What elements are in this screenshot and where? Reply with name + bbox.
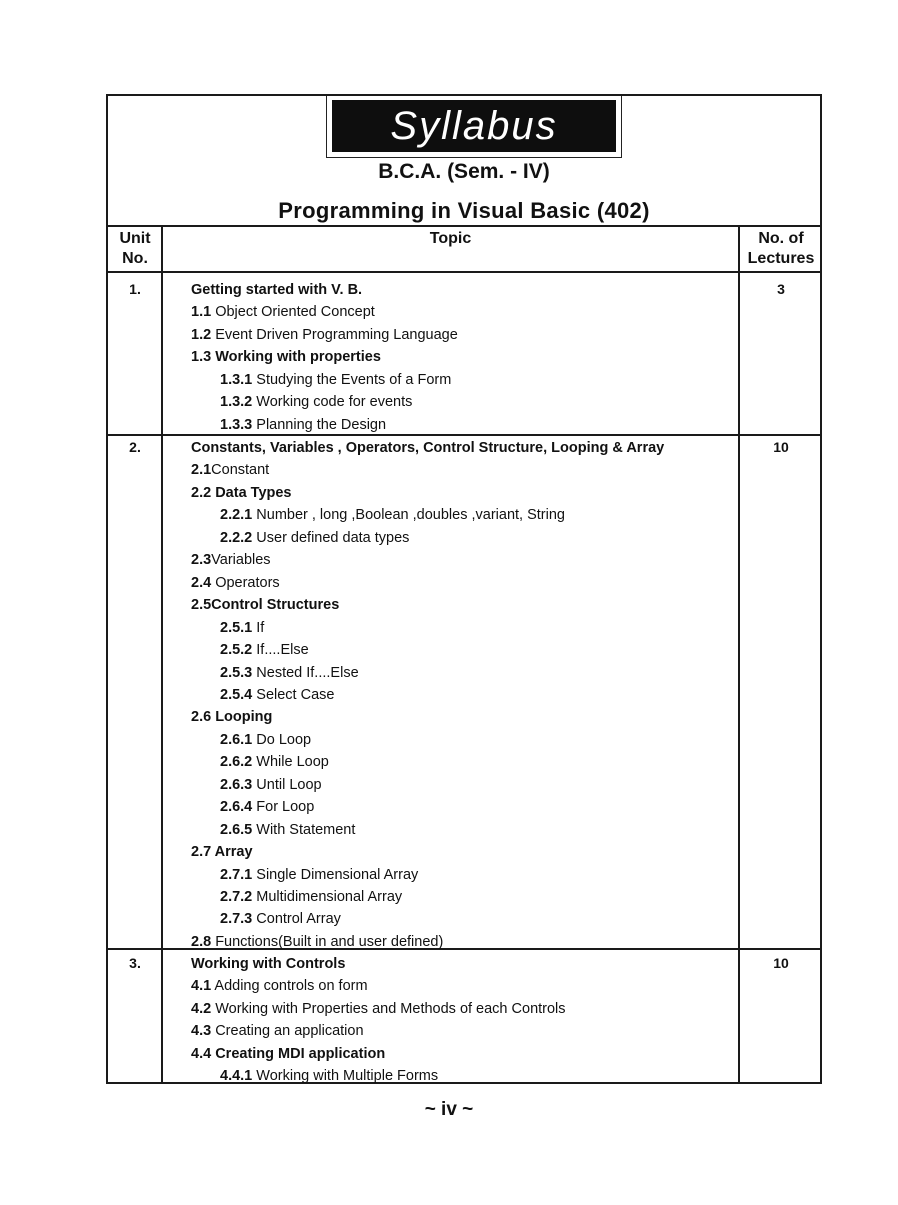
topic-text: If....Else <box>252 642 309 659</box>
topic-item <box>191 977 368 995</box>
topic-text: Working with Properties and Methods of each Controls <box>211 1000 566 1017</box>
unit-number: 1. <box>129 281 141 297</box>
title-banner <box>326 96 622 158</box>
header-bottom-rule <box>108 271 820 273</box>
topic-number: 1.3.3 <box>220 416 253 433</box>
topic-item <box>220 798 314 816</box>
topic-item <box>220 529 409 547</box>
column-header-topic: Topic <box>429 230 472 247</box>
topic-text: Working with Multiple Forms <box>252 1068 439 1085</box>
page-title: Syllabus <box>332 100 616 152</box>
topic-number: 1.2 <box>191 326 212 343</box>
column-header-lectures <box>740 229 822 269</box>
topic-number: 2.7.2 <box>220 889 253 905</box>
topic-item <box>220 416 386 434</box>
topic-number: 1.3.2 <box>220 394 253 411</box>
topic-number: 2.2.2 <box>220 529 253 546</box>
topic-item <box>220 619 264 637</box>
topic-number: 4.4 <box>191 1045 212 1062</box>
topic-number: 1.3 <box>191 349 212 366</box>
topic-heading <box>191 955 345 973</box>
column-header-unit-line2: No. <box>122 250 148 267</box>
topic-text: Select Case <box>252 686 335 703</box>
topic-number: 2.7.1 <box>220 866 253 883</box>
topic-text: Do Loop <box>252 731 312 748</box>
topic-item <box>220 776 322 794</box>
topic-item <box>191 326 458 344</box>
topic-heading <box>191 708 272 726</box>
lecture-count: 3 <box>777 281 785 297</box>
topic-text: Adding controls on form <box>211 978 368 995</box>
topic-heading <box>191 596 339 614</box>
topic-item <box>191 933 443 951</box>
unit-number: 2. <box>129 439 141 455</box>
topic-item <box>220 731 311 749</box>
topic-heading <box>191 439 664 457</box>
topic-number: 2.2 <box>191 484 212 501</box>
topic-item <box>220 866 418 884</box>
topic-number: 2.4 <box>191 574 212 591</box>
topic-heading <box>191 281 362 299</box>
topic-item <box>220 664 359 682</box>
topic-text: Multidimensional Array <box>252 889 403 905</box>
topic-text: Event Driven Programming Language <box>211 326 458 343</box>
topic-text: Nested If....Else <box>252 664 359 681</box>
topic-item <box>191 1022 364 1040</box>
topic-text: Studying the Events of a Form <box>252 371 452 388</box>
topic-item <box>220 821 355 839</box>
topic-item <box>220 910 341 928</box>
topic-item <box>220 753 329 771</box>
topic-text: Object Oriented Concept <box>211 304 375 321</box>
topic-item <box>220 686 334 704</box>
topic-number: 2.6.2 <box>220 754 253 771</box>
topic-number: 4.1 <box>191 978 212 995</box>
topic-text: While Loop <box>252 754 329 771</box>
topic-number: 2.6.5 <box>220 821 253 838</box>
topic-number: 2.3 <box>191 552 212 569</box>
topic-text: Working with properties <box>211 349 381 366</box>
topic-item <box>220 371 451 389</box>
topic-item <box>220 1067 438 1085</box>
lecture-count: 10 <box>773 439 789 455</box>
topic-number: 2.6.1 <box>220 731 253 748</box>
topic-number: 2.5.2 <box>220 642 253 659</box>
topic-heading <box>191 484 292 502</box>
topic-heading <box>191 1045 385 1063</box>
topic-text: Looping <box>211 709 273 726</box>
topic-number: 4.3 <box>191 1023 212 1040</box>
topic-number: 4.2 <box>191 1000 212 1017</box>
column-header-lectures-line2: Lectures <box>747 250 815 267</box>
topic-number: 2.7 <box>191 844 212 861</box>
page-number: ~ iv ~ <box>424 1099 474 1120</box>
topic-text: Data Types <box>211 484 292 501</box>
topic-item <box>220 506 565 524</box>
unit1-bottom-rule <box>108 434 820 436</box>
topic-text: If <box>252 619 265 636</box>
topic-number: 2.7.3 <box>220 911 253 928</box>
topic-text: For Loop <box>252 799 315 816</box>
course-subtitle: B.C.A. (Sem. - IV) <box>378 160 550 183</box>
topic-item <box>191 303 375 321</box>
topic-heading <box>191 348 381 366</box>
topic-text: Working code for events <box>252 394 413 411</box>
topic-item <box>220 393 412 411</box>
topic-text: Working with Controls <box>191 956 346 972</box>
topic-number: 2.8 <box>191 933 212 950</box>
topic-number: 2.6 <box>191 709 212 726</box>
topic-text: Creating MDI application <box>211 1045 386 1062</box>
topic-text: Variables <box>211 552 271 569</box>
lecture-count: 10 <box>773 955 789 971</box>
topic-number: 1.1 <box>191 304 212 321</box>
topic-text: Control Array <box>252 911 341 928</box>
syllabus-table-frame <box>106 94 822 1084</box>
topic-text: Until Loop <box>252 776 322 793</box>
column-header-lectures-line1: No. of <box>758 230 804 247</box>
column-header-unit <box>108 229 162 269</box>
topic-item <box>220 641 309 659</box>
topic-text: Single Dimensional Array <box>252 866 419 883</box>
topic-text: Getting started with V. B. <box>191 282 363 298</box>
topic-item <box>191 1000 566 1018</box>
topic-number: 2.5.4 <box>220 686 253 703</box>
topic-text: Constants, Variables , Operators, Control Structure, Looping & Array <box>191 440 665 456</box>
topic-item <box>220 888 402 906</box>
topic-text: Creating an application <box>211 1023 364 1040</box>
topic-text: User defined data types <box>252 529 410 546</box>
topic-text: Functions(Built in and user defined) <box>211 933 444 950</box>
topic-text: With Statement <box>252 821 356 838</box>
column-header-unit-line1: Unit <box>119 230 151 247</box>
header-top-rule <box>108 225 820 227</box>
topic-item <box>191 551 271 569</box>
topic-number: 2.2.1 <box>220 507 253 524</box>
topic-item <box>191 574 280 592</box>
topic-number: 2.6.3 <box>220 776 253 793</box>
topic-number: 4.4.1 <box>220 1068 253 1085</box>
topic-number: 2.6.4 <box>220 799 253 816</box>
topic-number: 2.5 <box>191 597 212 614</box>
topic-text: Planning the Design <box>252 416 387 433</box>
topic-number: 1.3.1 <box>220 371 253 388</box>
topic-number: 2.5.1 <box>220 619 253 636</box>
topic-text: Array <box>211 844 253 861</box>
subject-title: Programming in Visual Basic (402) <box>278 198 650 223</box>
topic-text: Number , long ,Boolean ,doubles ,variant, String <box>252 507 565 524</box>
unit-number: 3. <box>129 955 141 971</box>
topic-text: Control Structures <box>211 597 340 614</box>
topic-number: 2.5.3 <box>220 664 253 681</box>
topic-item <box>191 461 269 479</box>
topic-heading <box>191 843 253 861</box>
topic-text: Constant <box>211 462 270 479</box>
topic-text: Operators <box>211 574 280 591</box>
topic-number: 2.1 <box>191 462 212 479</box>
